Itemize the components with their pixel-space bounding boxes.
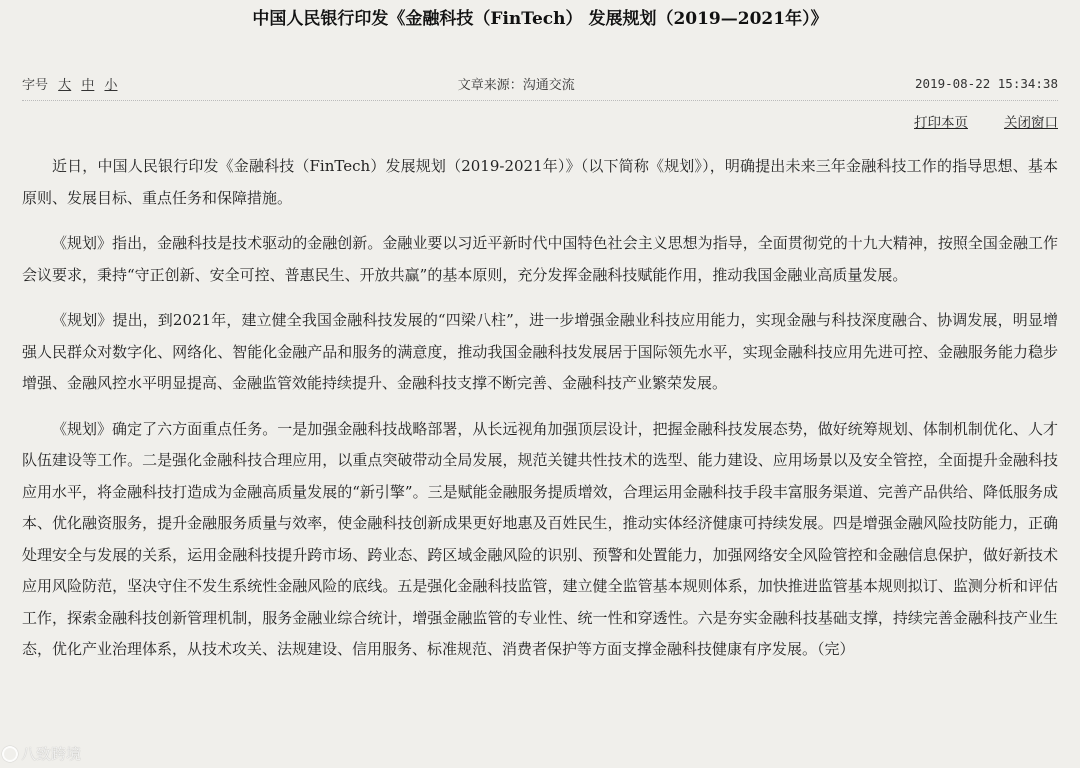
page-title: 中国人民银行印发《金融科技（FinTech） 发展规划（2019—2021年）》	[252, 9, 828, 29]
article-body	[22, 151, 1058, 666]
print-page-link[interactable]: 打印本页	[914, 115, 968, 131]
article-paragraph: 近日，中国人民银行印发《金融科技（FinTech）发展规划（2019-2021年）》（以下简称《规划》），明确提出未来三年金融科技工作的指导思想、基本原则、发展目标、重点任务和保障措施。	[22, 157, 1058, 207]
font-size-medium-link[interactable]: 中	[81, 77, 95, 93]
publish-datetime: 2019-08-22 15:34:38	[915, 75, 1058, 91]
article-paragraph: 《规划》提出，到2021年，建立健全我国金融科技发展的“四梁八柱”，进一步增强金融业科技应用能力，实现金融与科技深度融合、协调发展，明显增强人民群众对数字化、网络化、智能化金融产品和服务的满意度，推动我国金融科技发展居于国际领先水平，实现金融科技应用先进可控、金融服务能力稳步增强、金融风控水平明显提高、金融监管效能持续提升、金融科技支撑不断完善、金融科技产业繁荣发展。	[22, 311, 1058, 392]
close-window-link[interactable]: 关闭窗口	[1004, 115, 1058, 131]
article-paragraph: 《规划》指出，金融科技是技术驱动的金融创新。金融业要以习近平新时代中国特色社会主义思想为指导，全面贯彻党的十九大精神，按照全国金融工作会议要求，秉持“守正创新、安全可控、普惠民生、开放共赢”的基本原则，充分发挥金融科技赋能作用，推动我国金融业高质量发展。	[22, 234, 1058, 284]
font-size-label: 字号	[22, 77, 49, 93]
watermark-logo-icon	[2, 746, 18, 762]
font-size-small-link[interactable]: 小	[104, 77, 118, 93]
article-actions	[22, 111, 1058, 133]
font-size-large-link[interactable]: 大	[58, 77, 72, 93]
article-meta-bar	[22, 72, 1058, 101]
font-size-control	[22, 74, 117, 93]
article-paragraph: 《规划》确定了六方面重点任务。一是加强金融科技战略部署，从长远视角加强顶层设计，把握金融科技发展态势，做好统筹规划、体制机制优化、人才队伍建设等工作。二是强化金融科技合理应用，以重点突破带动全局发展，规范关键共性技术的选型、能力建设、应用场景以及安全管控，全面提升金融科技应用水平，将金融科技打造成为金融高质量发展的“新引擎”。三是赋能金融服务提质增效，合理运用金融科技手段丰富服务渠道、完善产品供给、降低服务成本、优化融资服务，提升金融服务质量与效率，使金融科技创新成果更好地惠及百姓民生，推动实体经济健康可持续发展。四是增强金融风险技防能力，正确处理安全与发展的关系，运用金融科技提升跨市场、跨业态、跨区域金融风险的识别、预警和处置能力，加强网络安全风险管控和金融信息保护，做好新技术应用风险防范，坚决守住不发生系统性金融风险的底线。五是强化金融科技监管，建立健全监管基本规则体系，加快推进监管基本规则拟订、监测分析和评估工作，探索金融科技创新管理机制，服务金融业综合统计，增强金融监管的专业性、统一性和穿透性。六是夯实金融科技基础支撑，持续完善金融科技产业生态，优化产业治理体系，从技术攻关、法规建设、信用服务、标准规范、消费者保护等方面支撑金融科技健康有序发展。（完）	[22, 419, 1058, 658]
watermark	[2, 743, 81, 764]
watermark-text: 八致跨境	[21, 745, 82, 763]
article-source: 文章来源：沟通交流	[457, 77, 575, 93]
